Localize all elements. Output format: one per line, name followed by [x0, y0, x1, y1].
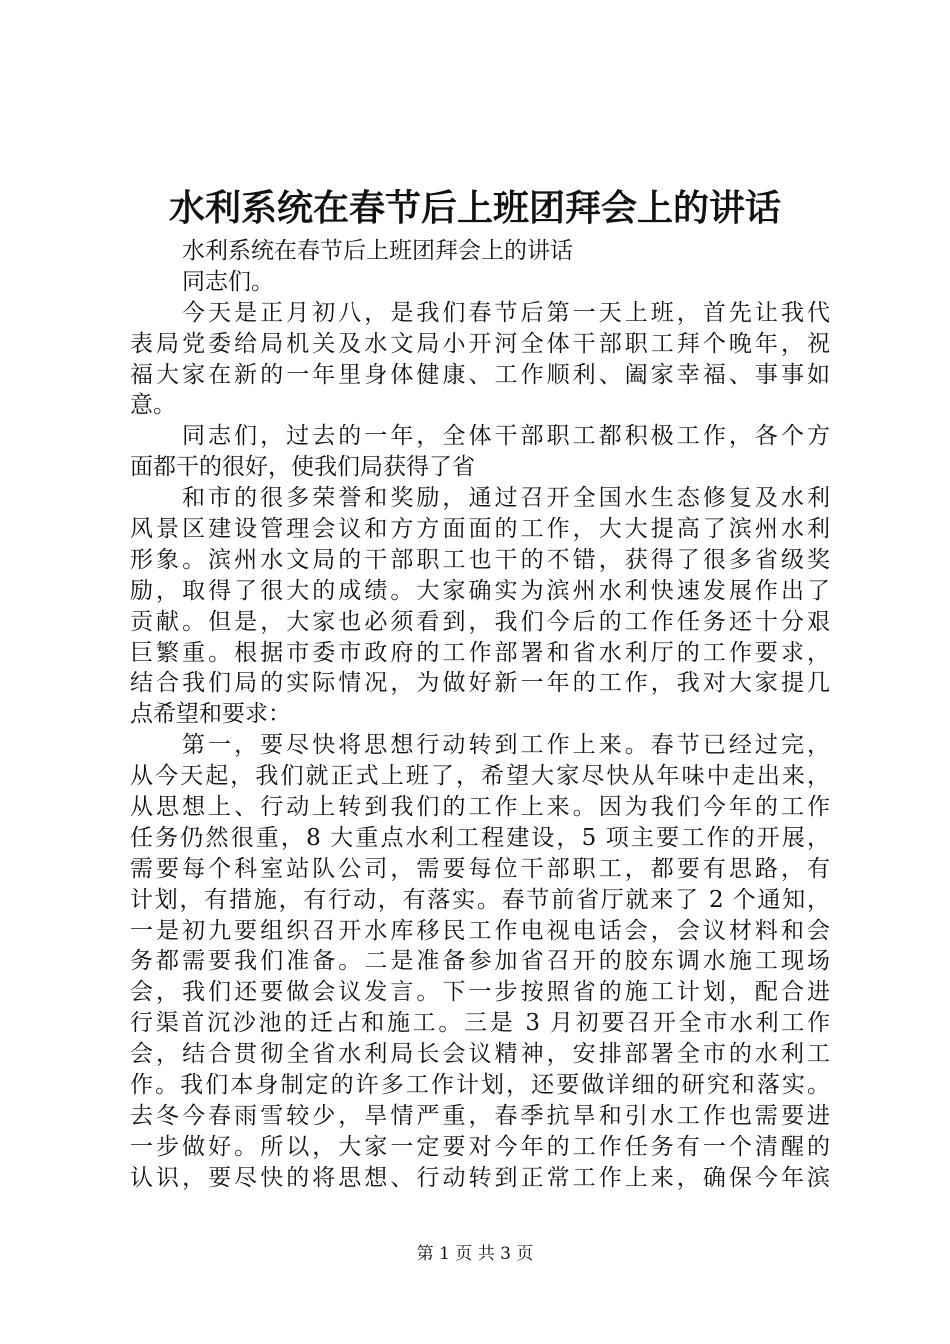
paragraph-line: 和市的很多荣誉和奖励，通过召开全国水生态修复及水利: [182, 485, 830, 512]
paragraph-line: 同志们。: [182, 268, 274, 295]
paragraph-line: 务都需要我们准备。二是准备参加省召开的胶东调水施工现场: [130, 948, 830, 975]
paragraph-line: 意。: [130, 392, 176, 419]
paragraph-line: 福大家在新的一年里身体健康、工作顺利、阖家幸福、事事如: [130, 361, 830, 388]
paragraph-line: 一步做好。所以，大家一定要对今年的工作任务有一个清醒的: [130, 1133, 830, 1160]
paragraph-line: 会，我们还要做会议发言。下一步按照省的施工计划，配合进: [130, 979, 830, 1006]
paragraph-line: 励，取得了很大的成绩。大家确实为滨州水利快速发展作出了: [130, 577, 830, 604]
paragraph-line: 认识，要尽快的将思想、行动转到正常工作上来，确保今年滨: [130, 1164, 830, 1191]
paragraph-line: 面都干的很好，使我们局获得了省: [130, 454, 475, 481]
paragraph-line: 会，结合贯彻全省水利局长会议精神，安排部署全市的水利工: [130, 1041, 830, 1068]
paragraph-line: 行渠首沉沙池的迁占和施工。三是 3 月初要召开全市水利工作: [130, 1010, 830, 1037]
paragraph-line: 去冬今春雨雪较少，旱情严重，春季抗旱和引水工作也需要进: [130, 1102, 830, 1129]
paragraph-line: 结合我们局的实际情况，为做好新一年的工作，我对大家提几: [130, 670, 830, 697]
paragraph-line: 从今天起，我们就正式上班了，希望大家尽快从年味中走出来，: [130, 763, 830, 790]
paragraph-line: 同志们，过去的一年，全体干部职工都积极工作，各个方: [182, 423, 830, 450]
paragraph-line: 从思想上、行动上转到我们的工作上来。因为我们今年的工作: [130, 794, 830, 821]
paragraph-line: 点希望和要求：: [130, 701, 291, 728]
paragraph-line: 需要每个科室站队公司，需要每位干部职工，都要有思路，有: [130, 855, 830, 882]
paragraph-line: 任务仍然很重，8 大重点水利工程建设，5 项主要工作的开展，: [130, 824, 830, 851]
paragraph-line: 今天是正月初八，是我们春节后第一天上班，首先让我代: [182, 299, 830, 326]
paragraph-line: 形象。滨州水文局的干部职工也干的不错，获得了很多省级奖: [130, 546, 830, 573]
document-title: 水利系统在春节后上班团拜会上的讲话: [168, 187, 781, 229]
paragraph-line: 巨繁重。根据市委市政府的工作部署和省水利厅的工作要求，: [130, 639, 830, 666]
paragraph-line: 风景区建设管理会议和方方面面的工作，大大提高了滨州水利: [130, 516, 830, 543]
paragraph-line: 贡献。但是，大家也必须看到，我们今后的工作任务还十分艰: [130, 608, 830, 635]
paragraph-line: 表局党委给局机关及水文局小开河全体干部职工拜个晚年，祝: [130, 330, 830, 357]
paragraph-line: 一是初九要组织召开水库移民工作电视电话会，会议材料和会: [130, 917, 830, 944]
paragraph-line: 作。我们本身制定的许多工作计划，还要做详细的研究和落实。: [130, 1072, 830, 1099]
document-body: [130, 236, 830, 1194]
page-footer: 第 1 页 共 3 页: [416, 1244, 534, 1264]
paragraph-line: 水利系统在春节后上班团拜会上的讲话: [182, 238, 573, 264]
paragraph-line: 计划，有措施，有行动，有落实。春节前省厅就来了 2 个通知，: [130, 886, 830, 913]
paragraph-line: 第一，要尽快将思想行动转到工作上来。春节已经过完，: [182, 732, 830, 759]
